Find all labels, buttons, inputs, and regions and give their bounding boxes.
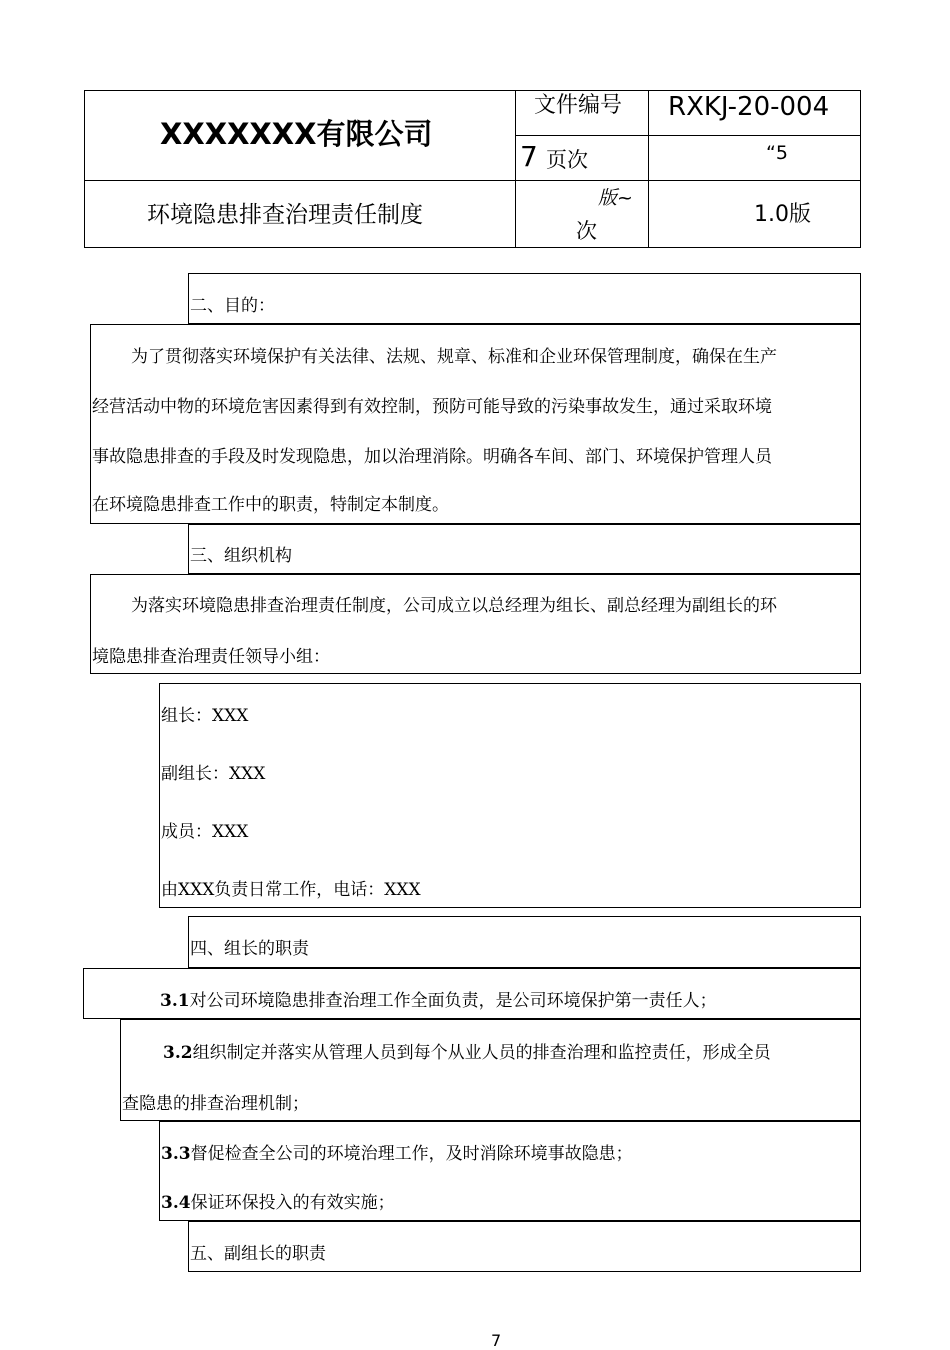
header-divider-v1 bbox=[515, 90, 516, 248]
header-divider-h1 bbox=[515, 135, 861, 136]
doc-no-label: 文件编号 bbox=[534, 93, 623, 118]
section3-line-1: 为落实环境隐患排查治理责任制度，公司成立以总经理为组长、副总经理为副组长的环 bbox=[131, 596, 777, 616]
header-divider-h2 bbox=[84, 180, 861, 181]
section2-line-4: 在环境隐患排查工作中的职责，特制定本制度。 bbox=[92, 495, 449, 515]
page-num: 7 bbox=[520, 140, 538, 173]
section2-title: 二、目的： bbox=[190, 296, 275, 316]
group-members-box bbox=[159, 683, 861, 908]
section2-line-3: 事故隐患排查的手段及时发现隐患，加以治理消除。明确各车间、部门、环境保护管理人员 bbox=[92, 447, 772, 467]
company-name: XXXXXXX有限公司 bbox=[160, 117, 433, 151]
doc-title: 环境隐患排查治理责任制度 bbox=[147, 202, 423, 228]
page-number: 7 bbox=[491, 1331, 502, 1350]
section2-title-box bbox=[188, 273, 861, 324]
version-label-a: 版~ bbox=[598, 187, 633, 209]
section4-title: 四、组长的职责 bbox=[190, 939, 309, 959]
doc-no: RXKJ-20-004 bbox=[668, 92, 830, 122]
duty-3-1: 3.1对公司环境隐患排查治理工作全面负责，是公司环境保护第一责任人； bbox=[160, 991, 717, 1011]
header-divider-v2 bbox=[648, 90, 649, 248]
section3-line-2: 境隐患排查治理责任领导小组： bbox=[92, 647, 330, 667]
duty-3-4: 3.4保证环保投入的有效实施； bbox=[161, 1193, 395, 1213]
version-label-b: 次 bbox=[576, 219, 597, 243]
page-value: “5 bbox=[766, 142, 788, 164]
duty-3-2-line-1: 3.2组织制定并落实从管理人员到每个从业人员的排查治理和监控责任，形成全员 bbox=[163, 1043, 771, 1063]
section5-title: 五、副组长的职责 bbox=[190, 1244, 326, 1264]
page-label: 页次 bbox=[546, 148, 588, 172]
duty-3-2-line-2: 查隐患的排查治理机制； bbox=[122, 1094, 309, 1114]
version: 1.0版 bbox=[754, 202, 811, 227]
group-daily-contact: 由XXX负责日常工作，电话：XXX bbox=[161, 880, 421, 900]
section2-line-2: 经营活动中物的环境危害因素得到有效控制，预防可能导致的污染事故发生，通过采取环境 bbox=[92, 397, 772, 417]
group-leader: 组长：XXX bbox=[161, 706, 249, 726]
group-members: 成员：XXX bbox=[161, 822, 249, 842]
group-deputy: 副组长：XXX bbox=[161, 764, 266, 784]
section2-line-1: 为了贯彻落实环境保护有关法律、法规、规章、标准和企业环保管理制度，确保在生产 bbox=[131, 347, 777, 367]
duty-3-3: 3.3督促检查全公司的环境治理工作，及时消除环境事故隐患； bbox=[161, 1144, 633, 1164]
section3-title: 三、组织机构 bbox=[190, 546, 292, 566]
